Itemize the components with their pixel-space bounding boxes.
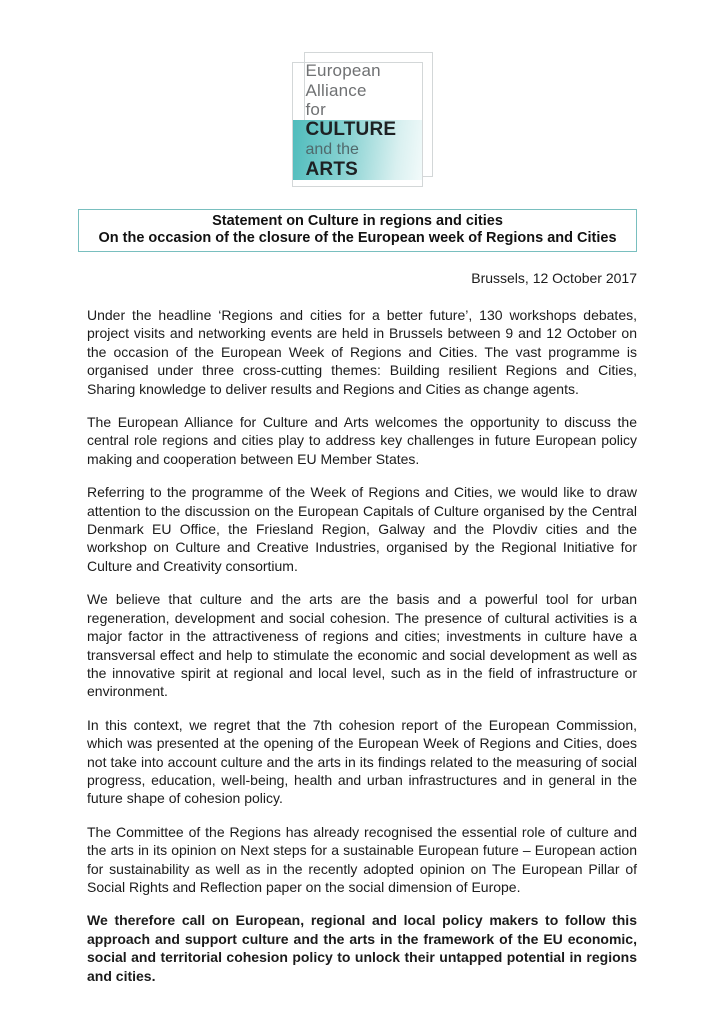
paragraph-4: We believe that culture and the arts are the basis and a powerful tool for urban regeneration, development and social cohesion. The presence of cultural activities is a major factor in the attractiveness of regions and cities; investments in culture have a transversal effect and help to stimulate the economic and social development as well as the innovative spirit at regional and local level, such as in the field of infrastructure or environment. <box>87 591 637 700</box>
paragraph-2: The European Alliance for Culture and Arts welcomes the opportunity to discuss the central role regions and cities play to address key challenges in future European policy making and cooperation between EU Member States. <box>87 414 637 467</box>
letter-content <box>78 209 637 985</box>
dateline: Brussels, 12 October 2017 <box>471 270 637 286</box>
paragraph-closing-call: We therefore call on European, regional and local policy makers to follow this approach and support culture and the arts in the framework of the EU economic, social and territorial cohesion policy to unlock their untapped potential in regions and cities. <box>87 912 637 984</box>
alliance-logo <box>292 52 433 188</box>
paragraph-6: The Committee of the Regions has already recognised the essential role of culture and the arts in its opinion on Next steps for a sustainable European future – European action for sustainability as well as in the recently adopted opinion on The European Pillar of Social Rights and Reflection paper on the social dimension of Europe. <box>87 823 637 895</box>
logo-line-arts: ARTS <box>305 158 359 180</box>
logo-wordmark <box>306 61 397 179</box>
paragraph-3: Referring to the programme of the Week of Regions and Cities, we would like to draw attention to the discussion on the European Capitals of Culture organised by the Central Denmark EU Office, the Friesland Region, Galway and the Plovdiv cities and the workshop on Culture and Creative Industries, organised by the Regional Initiative for Culture and Creativity consortium. <box>87 484 637 574</box>
logo-line-culture: CULTURE <box>305 119 397 141</box>
paragraph-1: Under the headline ‘Regions and cities for a better future’, 130 workshops debates, project visits and networking events are held in Brussels between 9 and 12 October on the occasion of the European Week of Regions and Cities. The vast programme is organised under three cross-cutting themes: Building resilient Regions and Cities, Sharing knowledge to deliver results and Regions and Cities as change agents. <box>87 307 637 397</box>
paragraph-5: In this context, we regret that the 7th cohesion report of the European Commission, which was presented at the opening of the European Week of Regions and Cities, does not take into account culture and the arts in its findings related to the measuring of social progress, education, well-being, health and urban infrastructures and in general in the future shape of cohesion policy. <box>87 716 637 807</box>
statement-body <box>78 306 637 985</box>
logo-line-alliance: Alliance <box>305 80 367 100</box>
logo-line-european: European <box>305 61 381 80</box>
logo-line-for: for <box>305 100 326 120</box>
logo-line-and-the: and the <box>305 140 359 158</box>
statement-title-line2: On the occasion of the closure of the European week of Regions and Cities <box>98 230 617 246</box>
statement-title-box <box>78 209 637 252</box>
statement-title-line1: Statement on Culture in regions and cities <box>212 213 503 229</box>
